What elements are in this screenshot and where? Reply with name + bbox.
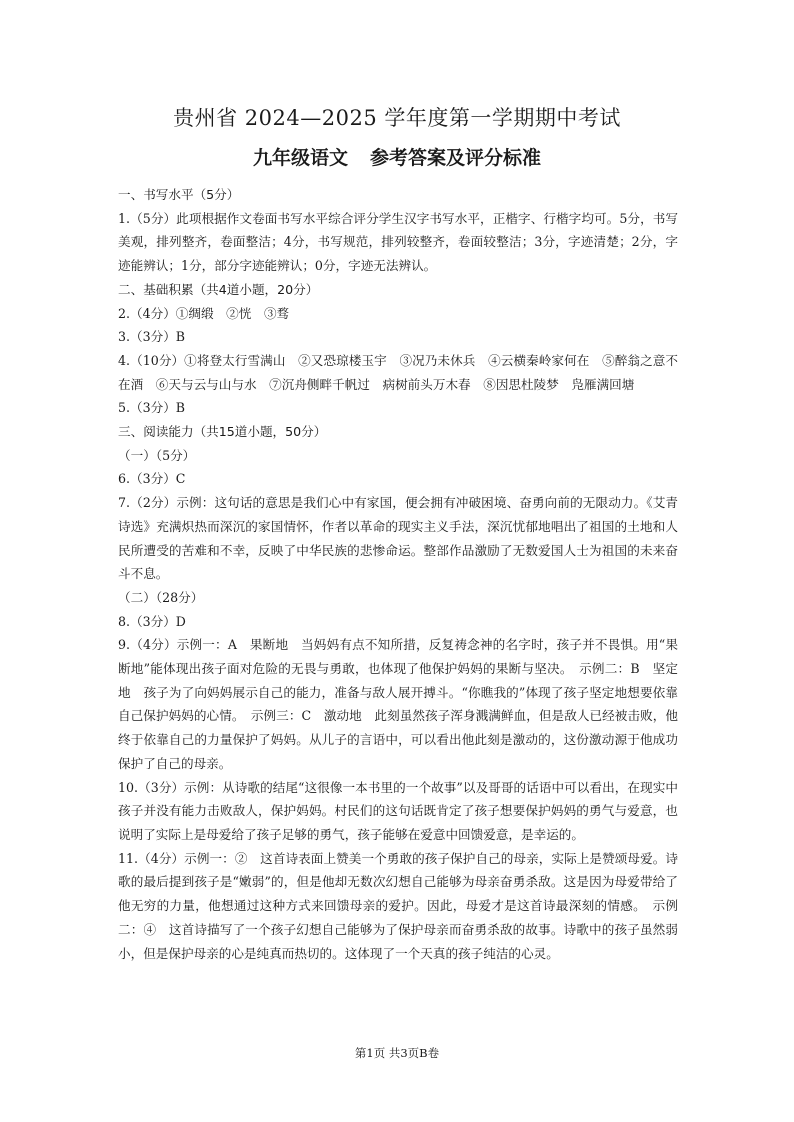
answer-body (118, 183, 678, 965)
answer-item: 5.（3分）B (118, 400, 186, 416)
answer-item: 6.（3分）C (118, 471, 186, 487)
answer-item: 1.（5分）此项根据作文卷面书写水平综合评分学生汉字书写水平，正楷字、行楷字均可。5分，书写美观，排列整齐，卷面整洁；4分，书写规范，排列较整齐，卷面较整洁；3分，字迹清楚；2分，字迹能辨认；1分，部分字迹能辨认；0分，字迹无法辨认。 (118, 210, 678, 274)
subtitle-grade: 九年级语文 (252, 147, 348, 169)
answer-item: 9.（4分）示例一：A 果断地 当妈妈有点不知所措，反复祷念神的名字时，孩子并不畏惧。用“果断地”能体现出孩子面对危险的无畏与勇敢，也体现了他保护妈妈的果断与坚决。 示例二：B 坚定地 孩子为了向妈妈展示自己的能力，准备与敌人展开搏斗。“你瞧我的”体现了孩子坚定地想要依靠自己保护妈妈的心情。 示例三：C 激动地 此刻虽然孩子浑身溅满鲜血，但是敌人已经被击败，他终于依靠自己的力量保护了妈妈。从儿子的言语中，可以看出他此刻是激动的，这份激动源于他成功保护了自己的母亲。 (118, 637, 678, 771)
subsection-heading: （二）（28分） (118, 589, 204, 605)
answer-item: 11.（4分）示例一：② 这首诗表面上赞美一个勇敢的孩子保护自己的母亲，实际上是赞颂母爱。诗歌的最后提到孩子是“嫩弱”的，但是他却无数次幻想自己能够为母亲奋勇杀敌。这是因为母爱带给了他无穷的力量，他想通过这种方式来回馈母亲的爱护。因此，母爱才是这首诗最深刻的情感。 示例二：④ 这首诗描写了一个孩子幻想自己能够为了保护母亲而奋勇杀敌的故事。诗歌中的孩子虽然弱小，但是保护母亲的心是纯真而热切的。这体现了一个天真的孩子纯洁的心灵。 (118, 850, 678, 961)
answer-item: 10.（3分）示例：从诗歌的结尾“这很像一本书里的一个故事”以及哥哥的话语中可以看出，在现实中孩子并没有能力击败敌人，保护妈妈。村民们的这句话既肯定了孩子想要保护妈妈的勇气与爱意，也说明了实际上是母爱给了孩子足够的勇气，孩子能够在爱意中回馈爱意，是幸运的。 (118, 779, 678, 842)
page-title: 贵州省 2024—2025 学年度第一学期期中考试 (173, 106, 621, 130)
answer-item: 4.（10分）①将登太行雪满山 ②又恐琼楼玉宇 ③况乃未休兵 ④云横秦岭家何在 ⑤醉翁之意不在酒 ⑥天与云与山与水 ⑦沉舟侧畔千帆过 病树前头万木春 ⑧因思杜陵梦 凫雁满回塘 (118, 352, 678, 392)
page-subtitle (0, 144, 794, 172)
answer-item: 7.（2分）示例：这句话的意思是我们心中有家国，便会拥有冲破困境、奋勇向前的无限动力。《艾青诗选》充满炽热而深沉的家国情怀，作者以革命的现实主义手法，深沉忧郁地唱出了祖国的土地和人民所遭受的苦难和不幸，反映了中华民族的悲惨命运。整部作品激励了无数爱国人士为祖国的未来奋斗不息。 (118, 495, 678, 582)
answer-item: 8.（3分）D (118, 613, 186, 629)
section-heading: 二、基础积累（共4道小题，20分） (118, 281, 319, 297)
section-heading: 一、书写水平（5分） (118, 187, 240, 202)
subsection-heading: （一）（5分） (118, 447, 196, 463)
section-heading: 三、阅读能力（共15道小题，50分） (118, 424, 327, 440)
answer-item: 3.（3分）B (118, 329, 186, 345)
page-footer: 第1页 共3页B卷 (354, 1046, 440, 1060)
answer-item: 2.（4分）①绸缎 ②恍 ③骛 (118, 305, 290, 321)
subtitle-doc: 参考答案及评分标准 (370, 147, 542, 169)
